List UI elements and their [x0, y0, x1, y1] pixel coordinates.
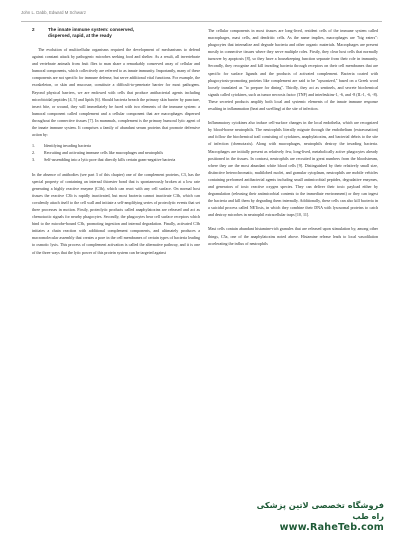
section-heading	[32, 27, 200, 39]
paragraph: Mast cells contain abundant histamine-rich granules that are released upon stimulation by, among other things, C5a, one of the anaphylatoxins noted above. Histamine release leads to local vasodilation accelerating the influx of neutrophils	[208, 226, 378, 246]
list-item	[32, 149, 200, 156]
section-title-line2: dispersed, rapid, at the ready	[48, 33, 112, 38]
right-column	[208, 27, 378, 247]
paragraph: Inflammatory cytokines also induce cell-surface changes in the local endothelia, which are recognized by blood-borne neutrophils. The neutrophils literally migrate through the endothelium (extravasation) and follow the biochemical trail consisting of cytokines, anaphylatoxins, and bacterial debris to the site of infection (chemotaxis). Along with macrophages, neutrophils destroy the invading bacteria. Macrophages are initially present as relatively few, long-lived, metabolically active phagocytes already positioned in the tissues. In contrast, neutrophils are recruited in great numbers from the bloodstream, where they are the most abundant white blood cells [9]. Distinguished by their relatively small size, distinctive heterochromatic, multilobed nuclei, and granular cytoplasm, neutrophils are mobile vehicles containing preformed antibacterial agents including small antimicrobial peptides, degradative enzymes, and generators of toxic reactive oxygen species. They can deliver their toxic payload either by degranulation (releasing their antimicrobial contents to the immediate environment) or they can ingest the bacteria and kill them by degrading them internally. Additionally, these cells can also kill bacteria in a suicidal process called NETosis, in which they combine their DNA with lysosomal proteins to catch and destroy microbes in neutrophil extracellular traps [10, 11].	[208, 120, 378, 218]
section-title-line1: The innate immune system: conserved,	[48, 27, 135, 32]
list-number: 1.	[32, 143, 36, 149]
list-number: 3.	[32, 157, 36, 163]
list-item	[32, 142, 200, 149]
header-rule	[21, 21, 382, 22]
watermark	[248, 500, 384, 533]
list-text: Self-assembling into a lytic pore that directly kills certain gram-negative bacteria	[44, 157, 176, 163]
list-item	[32, 156, 200, 163]
watermark-persian-text: فروشگاه تخصصی لاتین پزشکی راه طب	[256, 500, 384, 521]
paragraph: The evolution of multicellular organisms required the development of mechanisms to defend against constant attack by pathogenic microbes seeking food and shelter. As a result, all invertebrate and vertebrate animals from fruit flies to man share a remarkably conserved array of cellular and humoral components, which collectively are referred to as innate immunity. Importantly, many of these components are not specific for immune defense, but serve additional vital functions. For example, the exoskeleton, or skin and mucosae, constitute a difficult-to-penetrate barrier for most pathogens. Beyond physical barriers, we are endowed with cells that produce antibacterial agents including microbicidal peptides [4, 5] and lipids [6]. Should bacteria breach the primary skin barrier by puncture, insect bite, or wound, they will immediately be faced with two elements of the immune system: a humoral component called complement and a cellular component that are macrophages dispersed throughout the connective tissues [7]. In mammals, complement is the primary humoral lytic agent of the innate immune system. It comprises a family of abundant serum proteins that promote defensive action by:	[32, 47, 200, 138]
numbered-list	[32, 142, 200, 163]
paragraph: The cellular components in most tissues are long-lived, resident cells of the immune system called macrophages, mast cells, and dendritic cells. As the name implies, macrophages are "big eaters": phagocytes that internalize and degrade bacteria and other organic materials. Macrophages are present mostly in connective tissues where they serve multiple roles. Firstly, they clear host cells that normally turnover by apoptosis [8], so they have a housekeeping function separate from their role in immunity. Secondly, they recognize and kill invading bacteria through receptors on their cell membranes that are specific for surface ligands and the products of activated complement. Bacteria coated with phagocytosis-promoting proteins like complement are said to be "opsonized," based on a Greek word loosely translated as "to prepare for dining". Thirdly, they act as sentinels, and secrete biochemical signals called cytokines, such as tumor necrosis factor (TNF) and interleukins-1, -6, and -8 (IL-1, -6, -8). These secreted products amplify both local and systemic elements of the innate immune response resulting in inflammation (heat and swelling) at the site of infection.	[208, 28, 378, 112]
section-number: 2	[32, 27, 35, 32]
running-head: John L. Dabb, Edward M Schwarz	[21, 10, 86, 15]
section-title	[48, 27, 134, 39]
left-column	[32, 27, 200, 256]
paragraph: In the absence of antibodies (see part 3 of this chapter) one of the complement proteins, C3, has the special property of containing an internal thioester bond that is spontaneously broken at a low rate generating a highly reactive enzyme (C3b), which can react with any cell surface. On normal host tissues the reactive C3b is rapidly inactivated, but most bacteria cannot inactivate C3b, which can covalently attach itself to the cell wall and initiate a self-amplifying series of proteolytic events that set three processes in motion. Firstly, proteolytic products called anaphylatoxins are released and act as chemotactic signals for nearby phagocytes. Secondly, the phagocytes bear cell surface receptors which bind to the microbe-bound C3b, promoting ingestion and internal degradation. Finally, activated C3b initiates a chain reaction with additional complement components, and ultimately produces a macromolecular assembly that creates a pore in the cell membranes of certain types of bacteria leading to osmotic lysis. This process of complement activation is called the alternative pathway, and it is one of the three ways that the lytic power of this protein system can be targeted against	[32, 171, 200, 255]
list-text: Identifying invading bacteria	[44, 143, 91, 149]
list-number: 2.	[32, 150, 36, 156]
list-text: Recruiting and activating immune cells like macrophages and neutrophils	[44, 150, 164, 156]
watermark-url: www.RaheTeb.com	[279, 522, 384, 533]
